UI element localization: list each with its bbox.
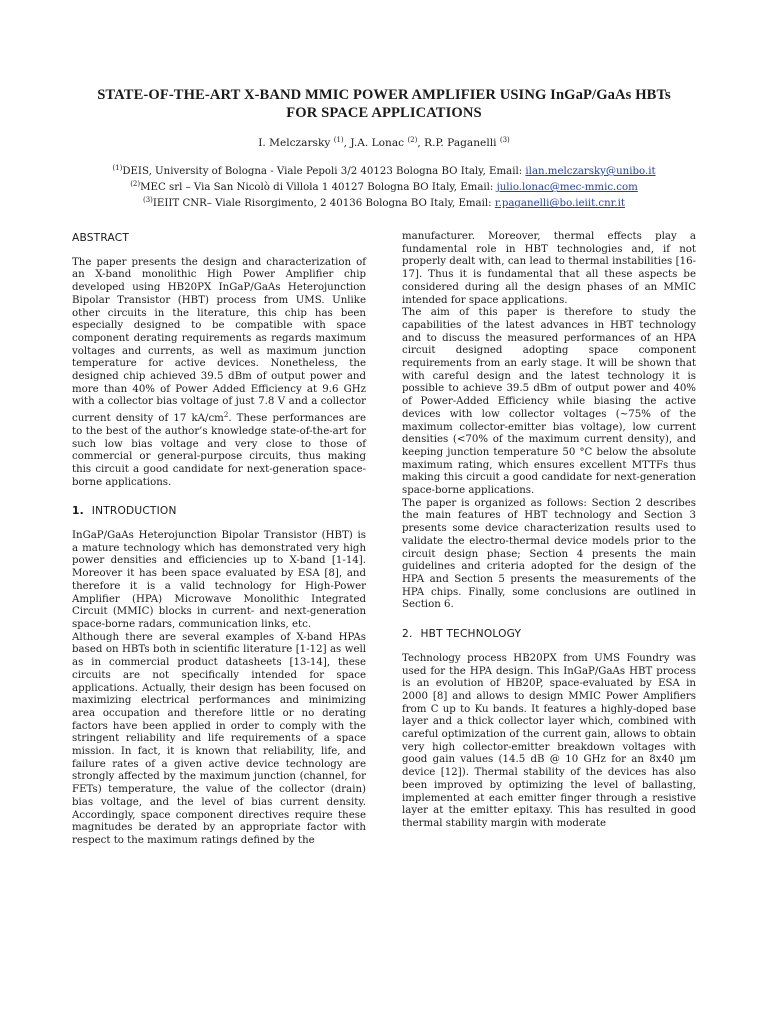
email-link[interactable]: r.paganelli@bo.ieiit.cnr.it (494, 198, 626, 210)
left-column (72, 232, 366, 848)
affiliation-2 (60, 178, 708, 194)
affiliation-text: DEIS, University of Bologna - Viale Pepoli 3/2 40123 Bologna BO Italy, Email: (122, 166, 526, 177)
author-list (60, 133, 708, 150)
email-link[interactable]: julio.lonac@mec-mmic.com (496, 182, 638, 194)
affiliations (60, 162, 708, 211)
email-link[interactable]: ilan.melczarsky@unibo.it (525, 166, 656, 177)
author-separator: , (417, 137, 425, 149)
title-line-1: STATE-OF-THE-ART X-BAND MMIC POWER AMPLIFIER USING InGaP/GaAs HBTs (97, 87, 671, 103)
author-separator: , (343, 137, 351, 149)
intro-paragraph-continued: manufacturer. Moreover, thermal effects play a fundamental role in HBT technologies and, if not properly dealt with, can lead to thermal instabilities [16-17]. Thus it is fundamental that all these aspects be considered during all the design phases of an MMIC intended for space applications. (402, 231, 696, 306)
author-3: R.P. Paganelli (424, 137, 500, 149)
spacer (72, 489, 366, 505)
affiliation-text: MEC srl – Via San Nicolò di Villola 1 40127 Bologna BO Italy, Email: (140, 182, 497, 194)
author-1-mark: (1) (333, 136, 344, 144)
author-2: J.A. Lonac (350, 137, 408, 149)
superscript: 2 (223, 411, 229, 420)
abstract-text (72, 257, 366, 490)
section-heading-hbt-technology (402, 628, 696, 641)
author-2-mark: (2) (407, 136, 418, 144)
abstract-text-part: The paper presents the design and characterization of an X-band monolithic High Power Amplifier chip developed using HB20PX InGaP/GaAs Heterojunction Bipolar Transistor (HBT) process from UMS. Unlike other circuits in the literature, this chip has been especially designed to be compatible with space component derating requirements as regards maximum voltages and currents, as well as maximum junction temperature for active devices. Nonetheless, the designed chip achieved 39.5 dBm of output power and more than 40% of Power Added Efficiency at 9.6 GHz with a collector bias voltage of just 7.8 V and a collector current density of 17 kA/cm (72, 256, 366, 425)
affiliation-3 (60, 194, 708, 210)
spacer (402, 612, 696, 628)
intro-paragraph: The aim of this paper is therefore to study the capabilities of the latest advances in HBT technology and to discuss the measured performances of an HPA circuit designed adopting space component requirements from an early stage. It will be shown that with careful design and the latest technology it is possible to achieve 39.5 dBm of output power and 40% of Power-Added Efficiency while biasing the active devices with low collector voltages (~75% of the maximum collector-emitter bias voltage), low current densities (<70% of the maximum current density), and keeping junction temperature 50 °C below the absolute maximum rating, which ensures excellent MTTFs thus making this circuit a good candidate for next-generation space-borne applications. (402, 307, 696, 497)
hbt-paragraph: Technology process HB20PX from UMS Foundry was used for the HPA design. This InGaP/GaAs HBT process is an evolution of HB20P, space-evaluated by ESA in 2000 [8] and allows to design MMIC Power Amplifiers from C up to Ku bands. It features a highly-doped base layer and a thick collector layer which, combined with careful optimization of the current gain, allows to obtain very high collector-emitter breakdown voltages with good gain values (14.5 dB @ 10 GHz for an 8x40 µm device [12]). Thermal stability of the devices has also been improved by optimizing the level of ballasting, implemented at each emitter finger through a resistive layer at the emitter epitaxy. This has resulted in good thermal stability margin with moderate (402, 652, 696, 829)
abstract-heading: ABSTRACT (72, 232, 129, 244)
intro-paragraph: Although there are several examples of X-band HPAs based on HBTs both in scientific literature [1-12] as well as in commercial product datasheets [13-14], these circuits are not specifically intended for space applications. Actually, their design has been focused on maximizing electrical performances and minimizing area occupation and therefore little or no derating factors have been applied in order to comply with the stringent reliability and life requirements of a space mission. In fact, it is known that reliability, life, and failure rates of a given active device technology are strongly affected by the maximum junction (channel, for FETs) temperature, the value of the collector (drain) bias voltage, and the level of bias current density. Accordingly, space component directives require these magnitudes be derated by an appropriate factor with respect to the maximum ratings defined by the (72, 631, 366, 846)
right-column (402, 231, 696, 831)
author-1: I. Melczarsky (258, 137, 334, 149)
section-number: 1. (72, 505, 84, 518)
section-title: HBT TECHNOLOGY (420, 628, 522, 641)
intro-paragraph: The paper is organized as follows: Section 2 describes the main features of HBT technology and Section 3 presents some device characterization results used to validate the electro-thermal device models prior to the circuit design phase; Section 4 presents the main guidelines and criteria adopted for the design of the HPA and Section 5 presents the measurements of the HPA chips. Finally, some conclusions are outlined in Section 6. (402, 497, 696, 611)
affiliation-mark: (3) (142, 196, 153, 205)
author-3-mark: (3) (499, 136, 510, 144)
section-heading-introduction (72, 505, 366, 518)
intro-paragraph: InGaP/GaAs Heterojunction Bipolar Transistor (HBT) is a mature technology which has demonstrated very high power densities and efficiencies up to X-band [1-14]. Moreover it has been space evaluated by ESA [8], and therefore it is a valid technology for High-Power Amplifier (HPA) Microwave Monolithic Integrated Circuit (MMIC) blocks in current- and next-generation space-borne radars, communication links, etc. (72, 530, 366, 630)
section-number: 2. (402, 628, 413, 641)
affiliation-mark: (2) (130, 180, 141, 189)
title-line-2: FOR SPACE APPLICATIONS (286, 105, 482, 121)
affiliation-text: IEIIT CNR– Viale Risorgimento, 2 40136 Bologna BO Italy, Email: (152, 198, 495, 210)
affiliation-mark: (1) (112, 164, 123, 172)
abstract-text-part: . These performances are to the best of the author’s knowledge state-of-the-art for such low bias voltage and very close to those of commercial or general-purpose circuits, thus making this circuit a good candidate for next-generation space-borne applications. (72, 413, 366, 488)
affiliation-1 (60, 162, 708, 178)
paper-title (60, 86, 708, 122)
section-title: INTRODUCTION (91, 505, 177, 518)
